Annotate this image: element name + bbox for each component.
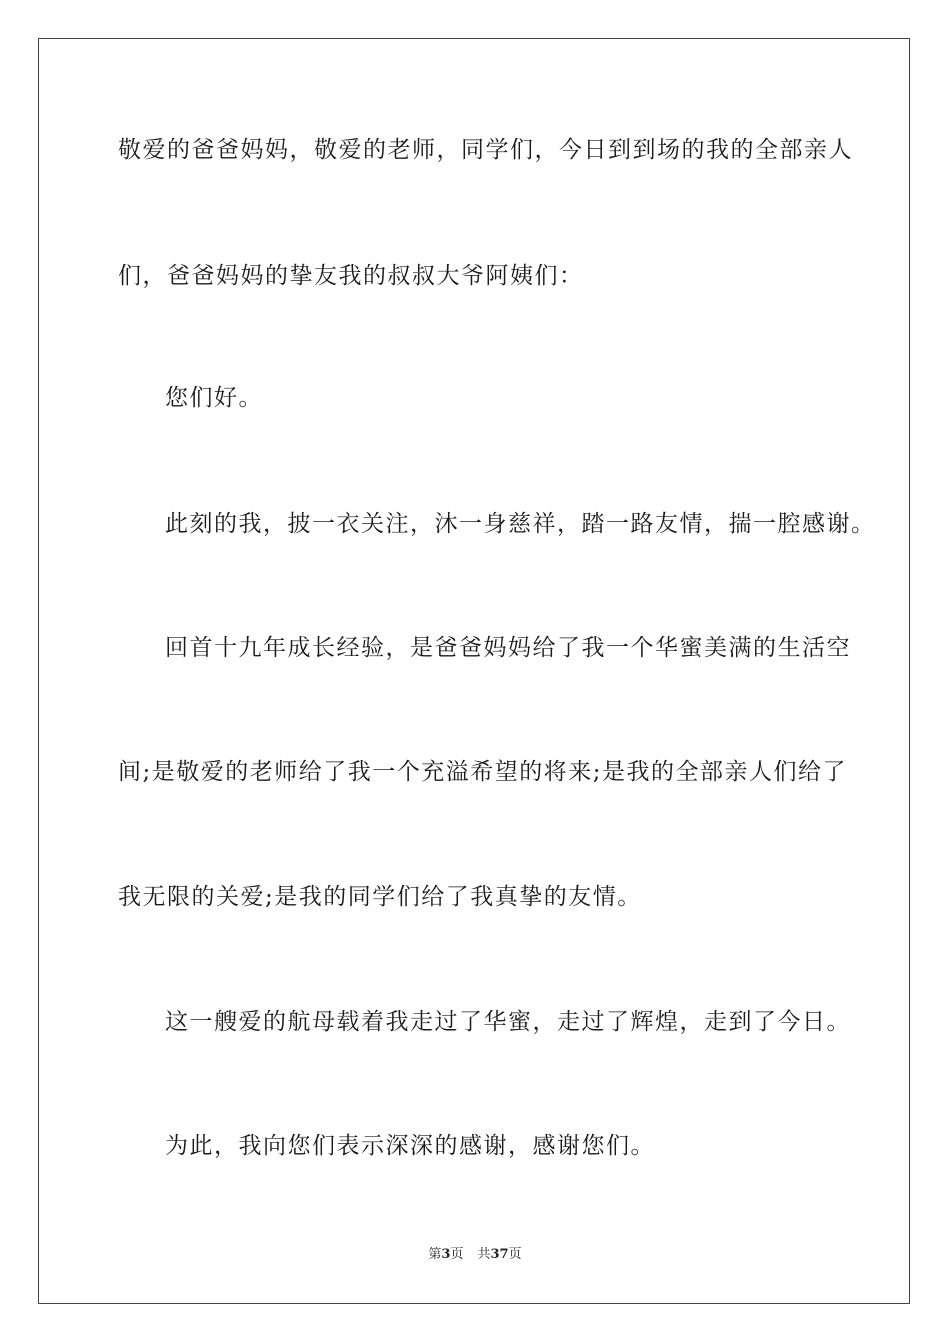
paragraph-line-2: 们，爸爸妈妈的挚友我的叔叔大爷阿姨们： (118, 263, 584, 289)
footer-total-pages: 37 (490, 1247, 509, 1262)
paragraph-line-7: 我无限的关爱;是我的同学们给了我真挚的友情。 (118, 884, 642, 910)
page-footer (0, 1247, 950, 1263)
page-border (38, 38, 910, 1304)
paragraph-line-4: 此刻的我，披一衣关注，沐一身慈祥，踏一路友情，揣一腔感谢。 (165, 511, 876, 537)
footer-page-suffix: 页 (450, 1247, 464, 1262)
footer-total-suffix: 页 (508, 1247, 522, 1262)
paragraph-line-5: 回首十九年成长经验，是爸爸妈妈给了我一个华蜜美满的生活空 (165, 635, 851, 661)
footer-total-prefix: 共 (477, 1247, 491, 1262)
paragraph-line-3: 您们好。 (165, 385, 263, 411)
paragraph-line-1: 敬爱的爸爸妈妈，敬爱的老师，同学们，今日到到场的我的全部亲人 (118, 137, 853, 163)
paragraph-line-9: 为此，我向您们表示深深的感谢，感谢您们。 (165, 1133, 655, 1159)
footer-page-number: 3 (441, 1247, 451, 1262)
paragraph-line-6: 间;是敬爱的老师给了我一个充溢希望的将来;是我的全部亲人们给了 (118, 759, 847, 785)
paragraph-line-8: 这一艘爱的航母载着我走过了华蜜，走过了辉煌，走到了今日。 (165, 1009, 851, 1035)
footer-page-prefix: 第 (428, 1247, 442, 1262)
